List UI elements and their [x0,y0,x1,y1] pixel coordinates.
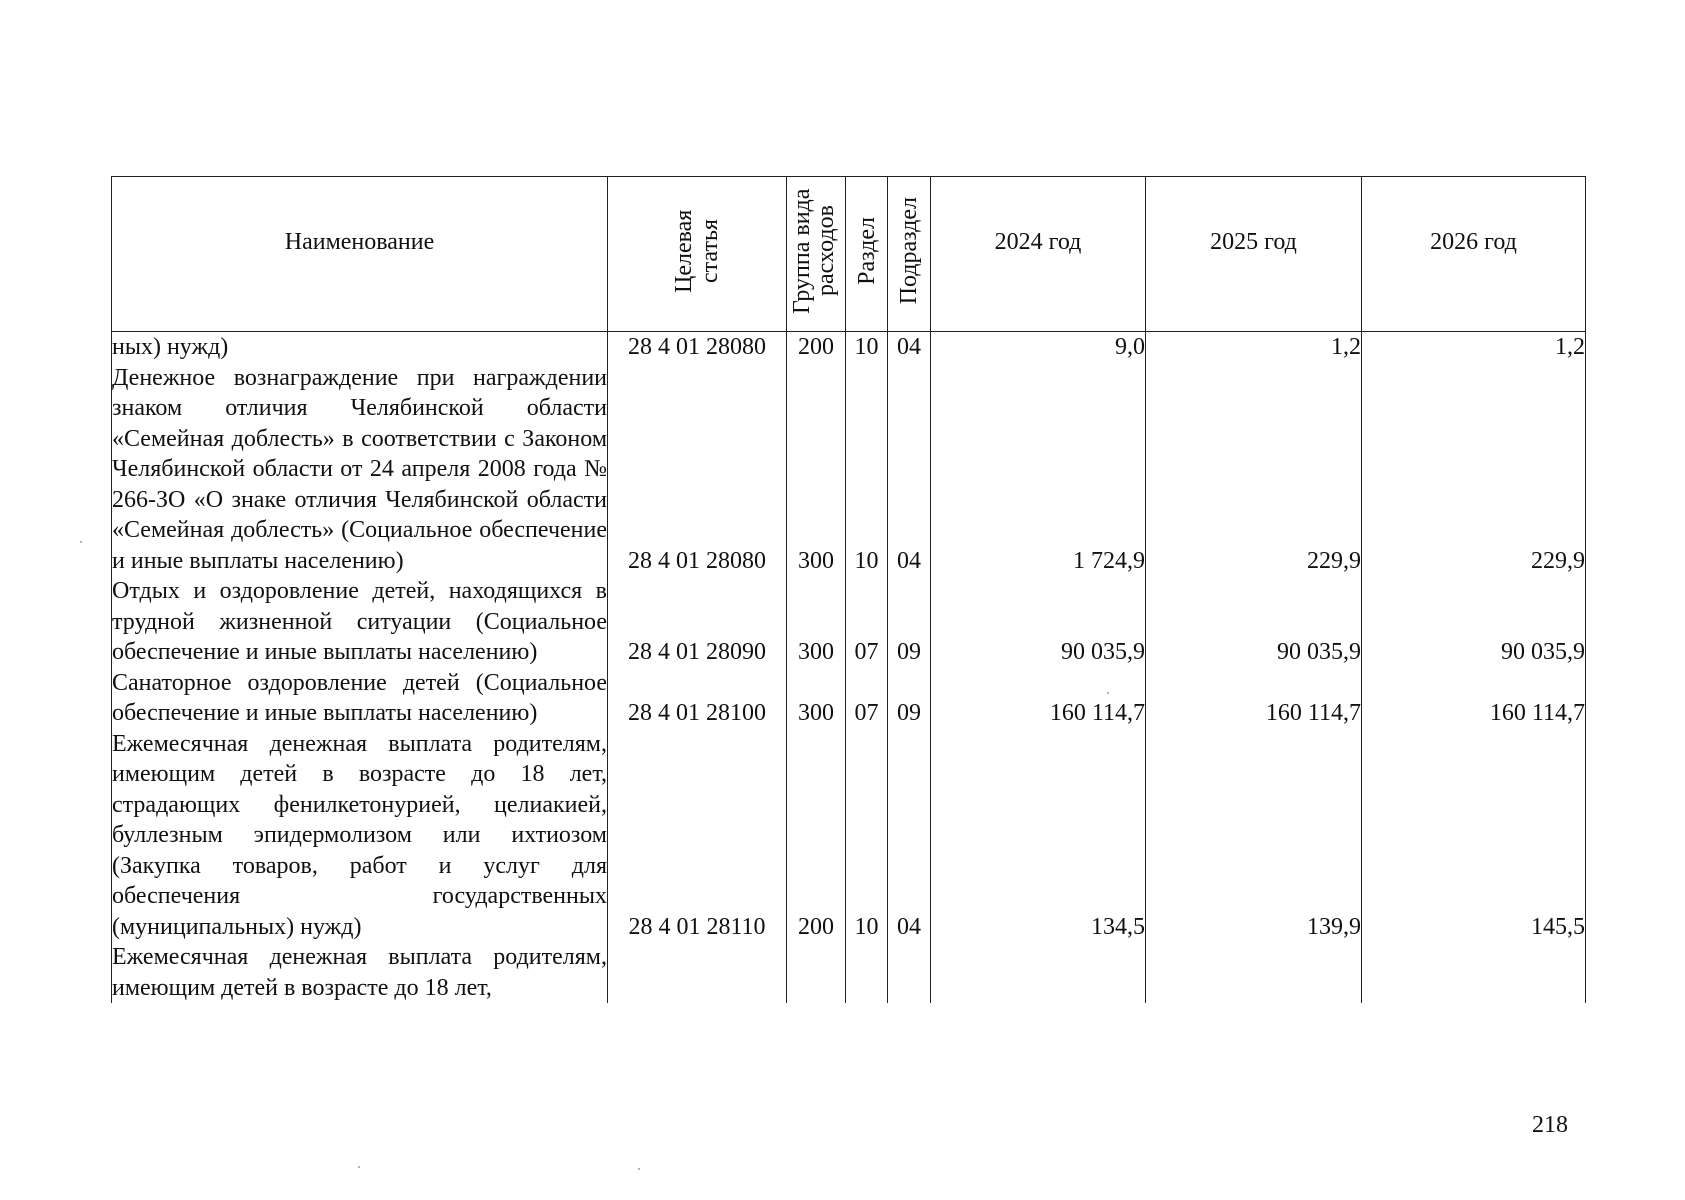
row-amount-2026 [1362,942,1586,1003]
row-target-article: 28 4 01 28080 [608,332,787,363]
table-header-row [112,177,1586,332]
row-subsection: 04 [888,363,931,577]
row-section: 10 [846,332,888,363]
row-amount-2024: 160 114,7 [931,668,1146,729]
row-amount-2024: 90 035,9 [931,576,1146,668]
row-section: 07 [846,576,888,668]
header-name: Наименование [112,177,608,332]
row-name: Отдых и оздоровление детей, находящихся в трудной жизненной ситуации (Социальное обеспечение и иные выплаты населению) [112,576,608,668]
header-section: Раздел [846,177,888,332]
header-expense-group: Группа вида расходов [787,177,846,332]
row-subsection: 04 [888,332,931,363]
row-amount-2026: 145,5 [1362,729,1586,943]
table-row [112,332,1586,363]
scan-speck [1107,692,1109,694]
header-target-article: Целевая статья [608,177,787,332]
row-amount-2025: 90 035,9 [1146,576,1362,668]
row-expense-group: 200 [787,332,846,363]
scan-speck [358,1166,360,1168]
budget-table [111,176,1586,1003]
row-name: Ежемесячная денежная выплата родителям, имеющим детей в возрасте до 18 лет, страдающих фенилкетонурией, целиакией, буллезным эпидермолизом или ихтиозом (Закупка товаров, работ и услуг для обеспечения государственных (муниципальных) нужд) [112,729,608,943]
page-number: 218 [1532,1112,1568,1138]
row-amount-2025: 1,2 [1146,332,1362,363]
row-amount-2025: 139,9 [1146,729,1362,943]
row-expense-group: 300 [787,576,846,668]
row-amount-2026: 229,9 [1362,363,1586,577]
row-name: ных) нужд) [112,332,608,363]
row-name: Ежемесячная денежная выплата родителям, имеющим детей в возрасте до 18 лет, [112,942,608,1003]
row-subsection [888,942,931,1003]
row-amount-2024: 9,0 [931,332,1146,363]
row-amount-2025 [1146,942,1362,1003]
row-section: 07 [846,668,888,729]
header-2024: 2024 год [931,177,1146,332]
row-amount-2026: 90 035,9 [1362,576,1586,668]
row-expense-group: 300 [787,668,846,729]
row-section: 10 [846,363,888,577]
row-amount-2025: 229,9 [1146,363,1362,577]
header-subsection: Подраздел [888,177,931,332]
row-amount-2024 [931,942,1146,1003]
row-name: Санаторное оздоровление детей (Социальное обеспечение и иные выплаты населению) [112,668,608,729]
row-section: 10 [846,729,888,943]
table-row [112,363,1586,577]
table-row [112,576,1586,668]
header-2025: 2025 год [1146,177,1362,332]
table-row [112,668,1586,729]
row-amount-2026: 160 114,7 [1362,668,1586,729]
row-target-article: 28 4 01 28100 [608,668,787,729]
row-target-article: 28 4 01 28090 [608,576,787,668]
scan-speck [80,541,82,543]
row-section [846,942,888,1003]
row-target-article [608,942,787,1003]
row-target-article: 28 4 01 28080 [608,363,787,577]
row-expense-group [787,942,846,1003]
row-expense-group: 300 [787,363,846,577]
header-2026: 2026 год [1362,177,1586,332]
row-target-article: 28 4 01 28110 [608,729,787,943]
row-expense-group: 200 [787,729,846,943]
table-row [112,729,1586,943]
row-amount-2024: 134,5 [931,729,1146,943]
row-subsection: 04 [888,729,931,943]
row-name: Денежное вознаграждение при награждении знаком отличия Челябинской области «Семейная доблесть» в соответствии с Законом Челябинской области от 24 апреля 2008 года № 266-ЗО «О знаке отличия Челябинской области «Семейная доблесть» (Социальное обеспечение и иные выплаты населению) [112,363,608,577]
row-subsection: 09 [888,576,931,668]
row-amount-2024: 1 724,9 [931,363,1146,577]
row-amount-2026: 1,2 [1362,332,1586,363]
row-amount-2025: 160 114,7 [1146,668,1362,729]
table-row [112,942,1586,1003]
scan-speck [638,1168,640,1170]
row-subsection: 09 [888,668,931,729]
